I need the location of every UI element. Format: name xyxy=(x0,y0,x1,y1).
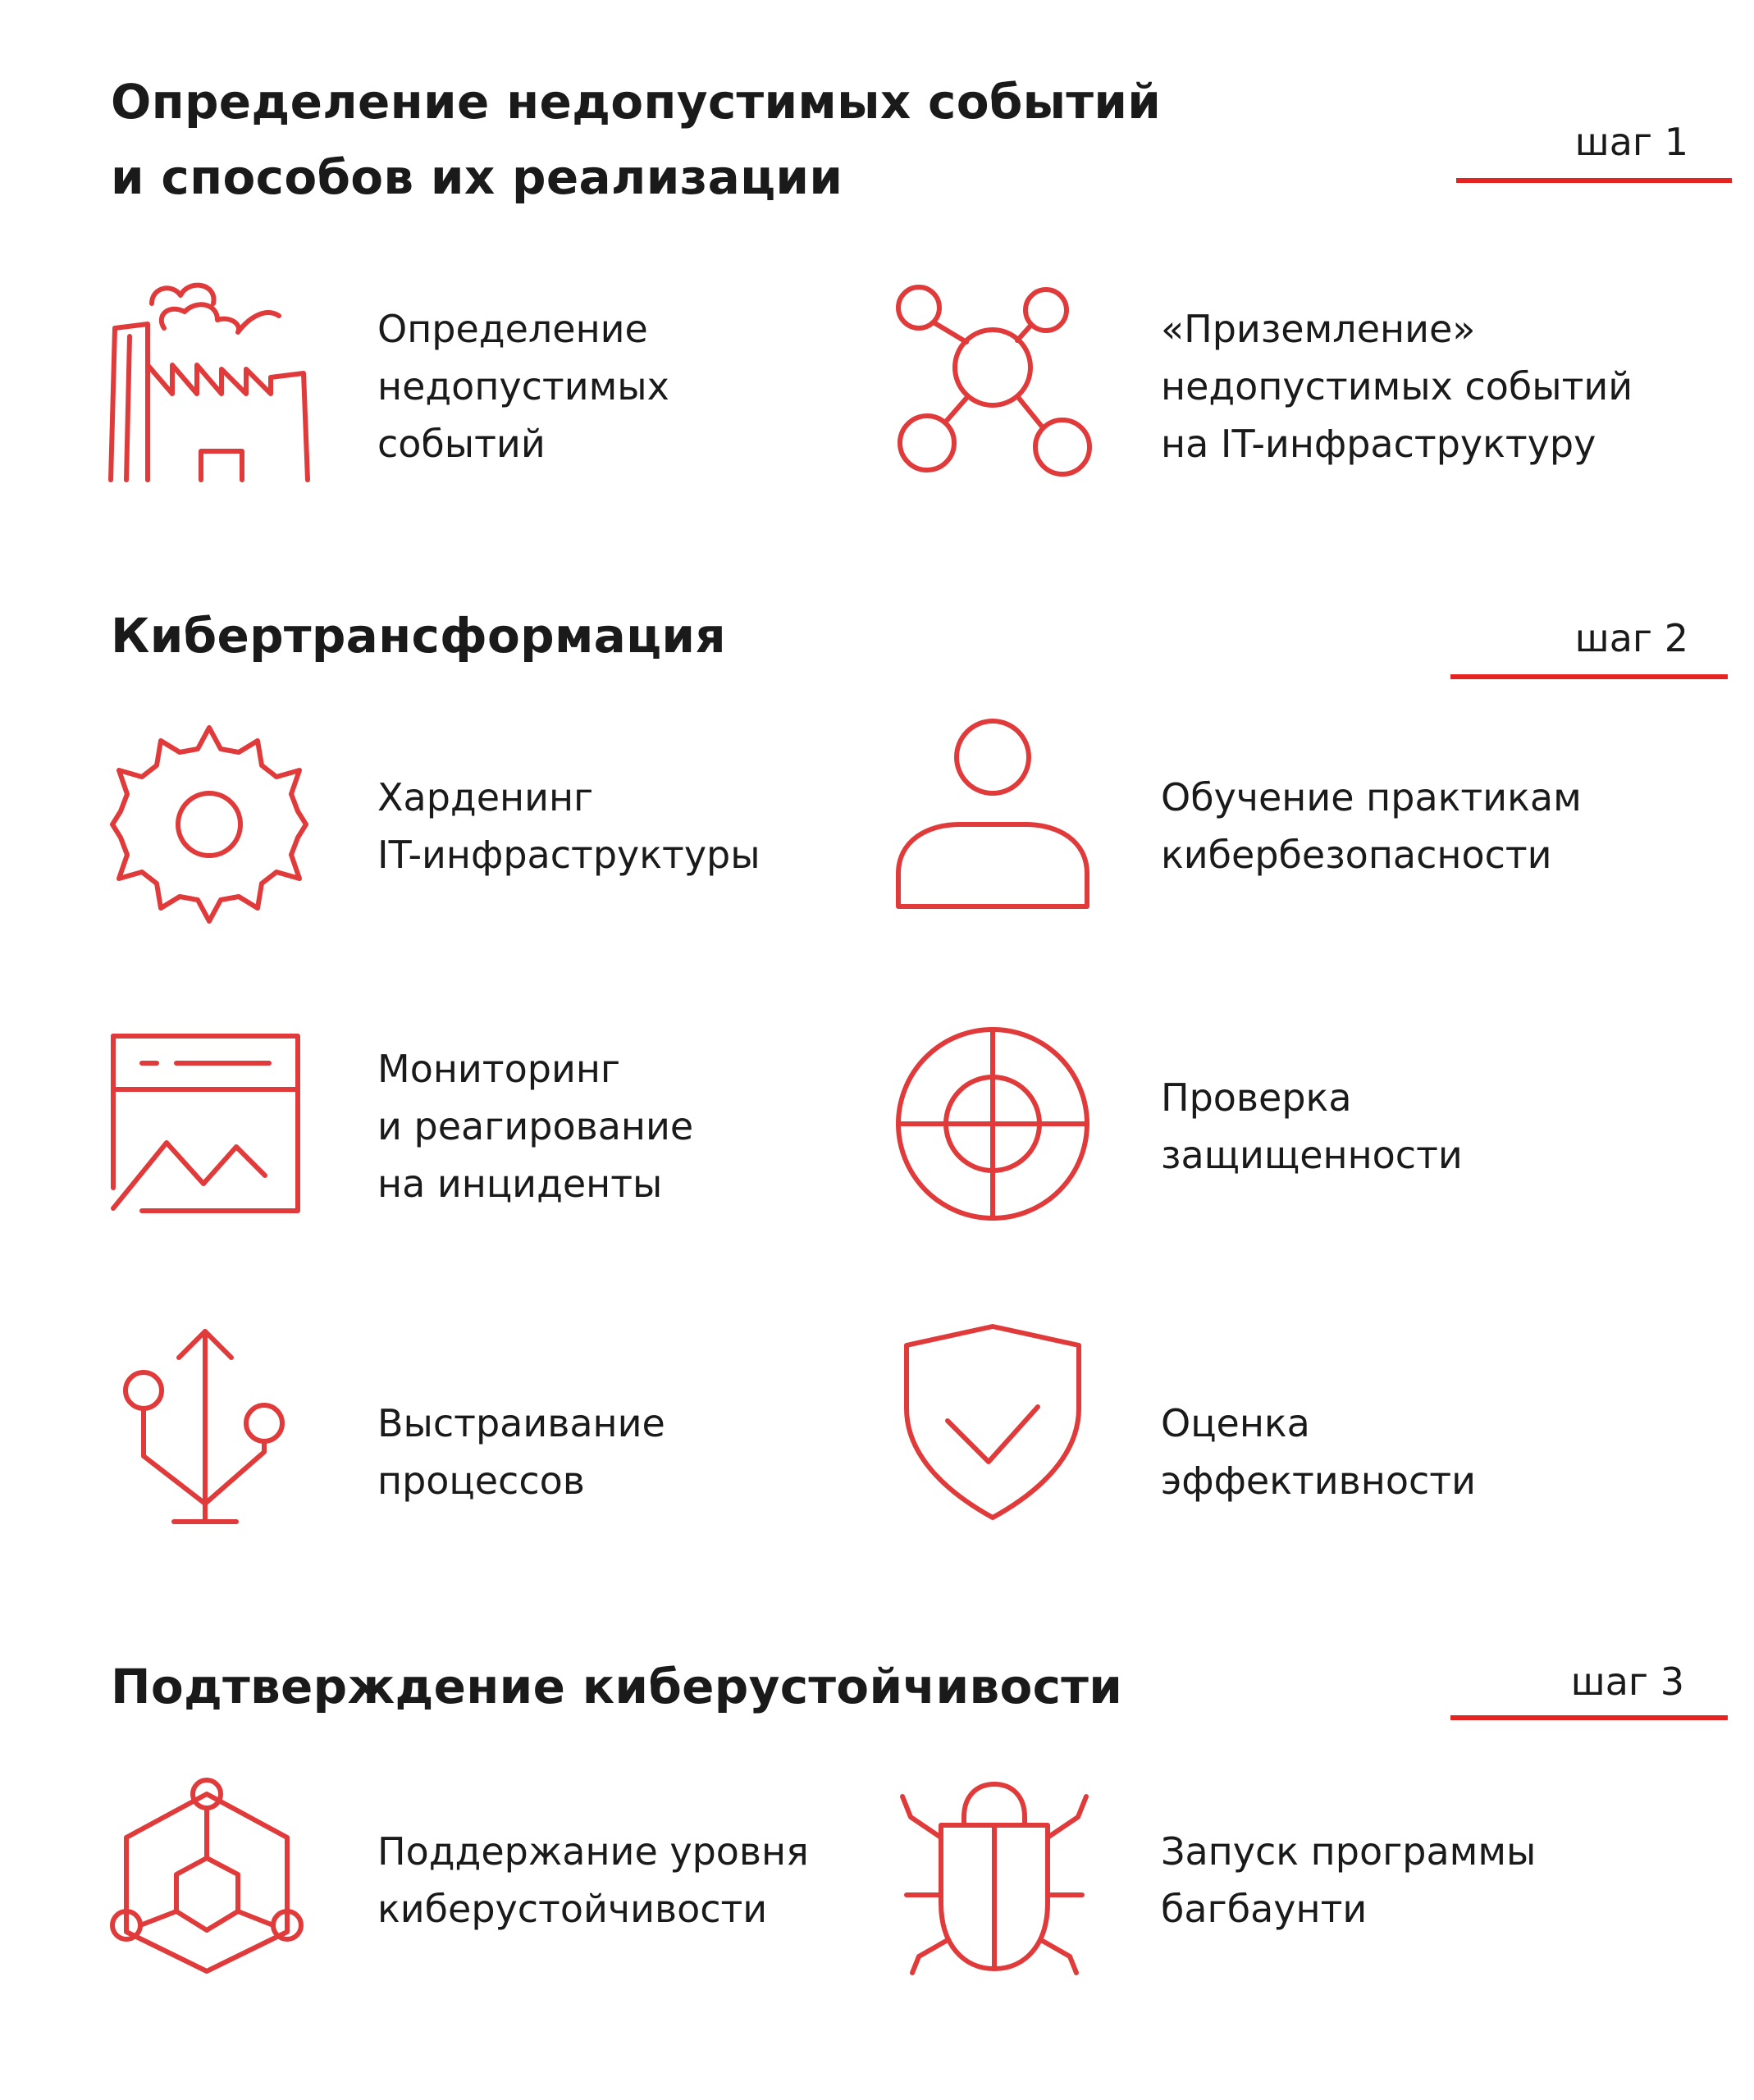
item-text-network: «Приземление» недопустимых событий на IT-инфраструктуру xyxy=(1161,307,1633,466)
gear-icon xyxy=(107,722,312,927)
item-text-bug: Запуск программы багбаунти xyxy=(1161,1829,1537,1931)
process-branch-icon xyxy=(123,1325,287,1530)
shield-check-icon xyxy=(902,1322,1083,1519)
monitoring-window-icon xyxy=(109,1032,302,1217)
section-2-title: Кибертрансформация xyxy=(111,608,726,664)
step-1-underline xyxy=(1456,178,1732,183)
step-3-label: шаг 3 xyxy=(1570,1659,1684,1704)
item-text-user: Обучение практикам кибербезопасности xyxy=(1161,775,1582,877)
item-text-gear: Харденинг IT-инфраструктуры xyxy=(377,775,761,877)
section-3-title: Подтверждение киберустойчивости xyxy=(111,1659,1123,1714)
item-text-shield: Оценка эффективности xyxy=(1161,1401,1476,1503)
factory-icon xyxy=(107,279,312,492)
item-text-factory: Определение недопустимых событий xyxy=(377,307,669,466)
item-text-target: Проверка защищенности xyxy=(1161,1075,1463,1177)
section-1-title: Определение недопустимых событий и способов их реализации xyxy=(111,74,1162,205)
step-1-label: шаг 1 xyxy=(1574,120,1688,164)
item-text-hexagon: Поддержание уровня киберустойчивости xyxy=(377,1829,809,1931)
hexagon-cube-icon xyxy=(107,1776,308,1973)
step-2-label: шаг 2 xyxy=(1574,616,1688,660)
step-2-underline xyxy=(1450,674,1728,679)
bug-icon xyxy=(894,1780,1095,1977)
item-text-process: Выстраивание процессов xyxy=(377,1401,665,1503)
target-crosshair-icon xyxy=(894,1025,1091,1222)
user-icon xyxy=(894,718,1091,915)
step-3-underline xyxy=(1450,1715,1728,1720)
item-text-monitoring: Мониторинг и реагирование на инциденты xyxy=(377,1047,694,1206)
network-nodes-icon xyxy=(894,283,1099,488)
